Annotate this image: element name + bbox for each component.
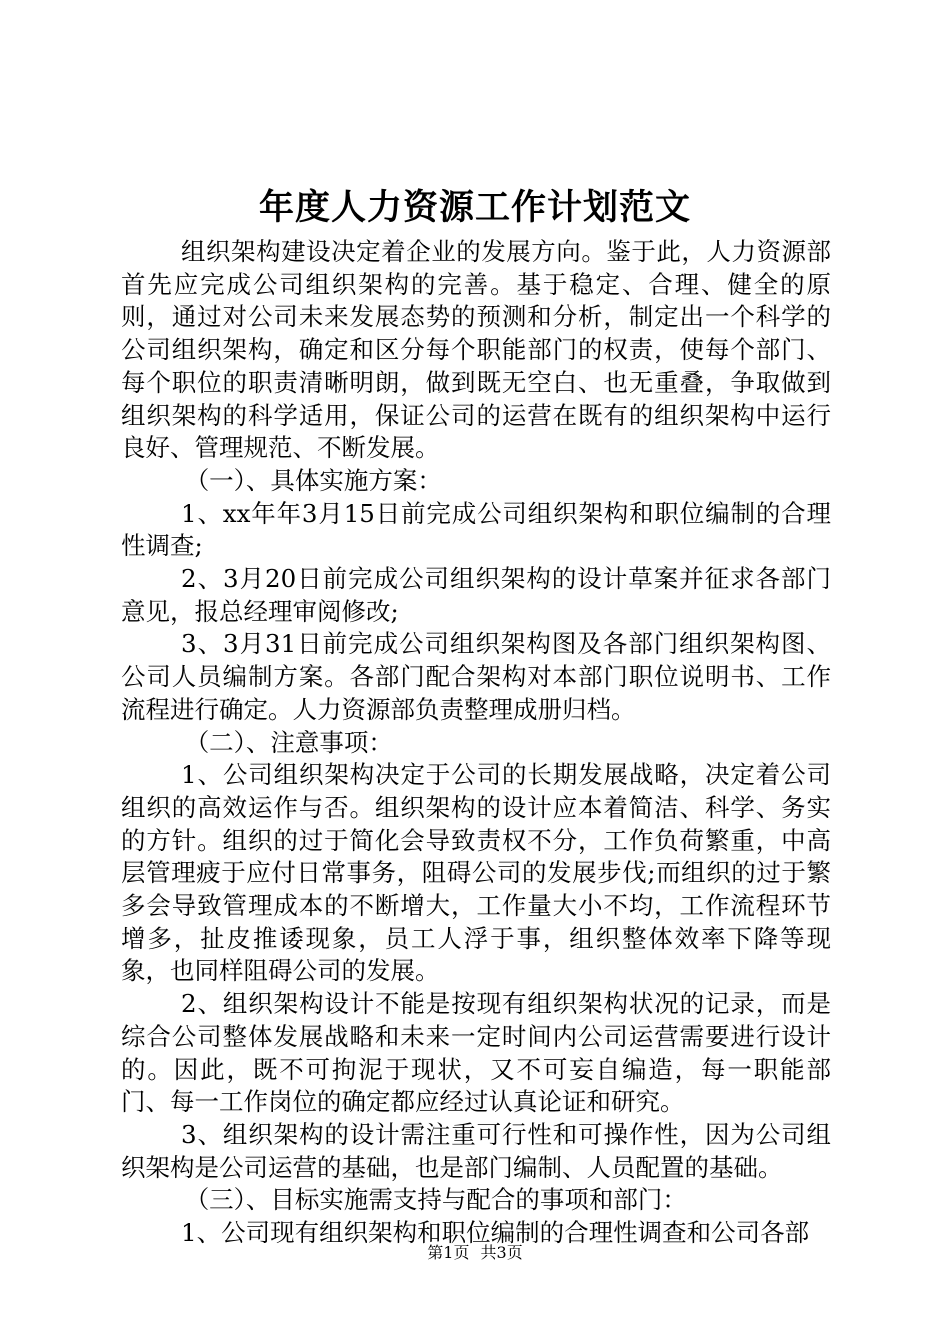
section-heading-3: （三）、目标实施需支持与配合的事项和部门：	[184, 1185, 687, 1215]
list-item: 2、组织架构设计不能是按现有组织架构状况的记录，而是综合公司整体发展战略和未来一定时间内公司运营需要进行设计的。因此，既不可拘泥于现状，又不可妄自编造，每一职能部门、每一工作岗位的确定都应经过认真论证和研究。	[121, 989, 831, 1117]
list-item: 1、公司现有组织架构和职位编制的合理性调查和公司各部	[181, 1218, 810, 1248]
list-item: 3、3月31日前完成公司组织架构图及各部门组织架构图、公司人员编制方案。各部门配合架构对本部门职位说明书、工作流程进行确定。人力资源部负责整理成册归档。	[121, 629, 831, 724]
list-item: 3、组织架构的设计需注重可行性和可操作性，因为公司组织架构是公司运营的基础，也是部门编制、人员配置的基础。	[121, 1119, 831, 1182]
page-total: 共3页	[480, 1243, 523, 1262]
section-heading-2: （二）、注意事项：	[184, 727, 393, 757]
list-item: 1、公司组织架构决定于公司的长期发展战略，决定着公司组织的高效运作与否。组织架构的设计应本着简洁、科学、务实的方针。组织的过于简化会导致责权不分，工作负荷繁重，中高层管理疲于应付日常事务，阻碍公司的发展步伐;而组织的过于繁多会导致管理成本的不断增大，工作量大小不均，工作流程环节增多，扯皮推诿现象，员工人浮于事，组织整体效率下降等现象，也同样阻碍公司的发展。	[121, 760, 831, 986]
document-title: 年度人力资源工作计划范文	[258, 187, 691, 228]
page-footer	[0, 1243, 950, 1263]
list-item: 1、xx年年3月15日前完成公司组织架构和职位编制的合理性调查;	[121, 498, 831, 561]
section-heading-1: （一）、具体实施方案：	[184, 465, 442, 495]
list-item: 2、3月20日前完成公司组织架构的设计草案并征求各部门意见，报总经理审阅修改;	[121, 564, 831, 626]
paragraph-intro: 组织架构建设决定着企业的发展方向。鉴于此，人力资源部首先应完成公司组织架构的完善。基于稳定、合理、健全的原则，通过对公司未来发展态势的预测和分析，制定出一个科学的公司组织架构，确定和区分每个职能部门的权责，使每个部门、每个职位的职责清晰明朗，做到既无空白、也无重叠，争取做到组织架构的科学适用，保证公司的运营在既有的组织架构中运行良好、管理规范、不断发展。	[121, 237, 831, 463]
page-number: 第1页	[427, 1243, 470, 1262]
document-body	[121, 236, 831, 1250]
